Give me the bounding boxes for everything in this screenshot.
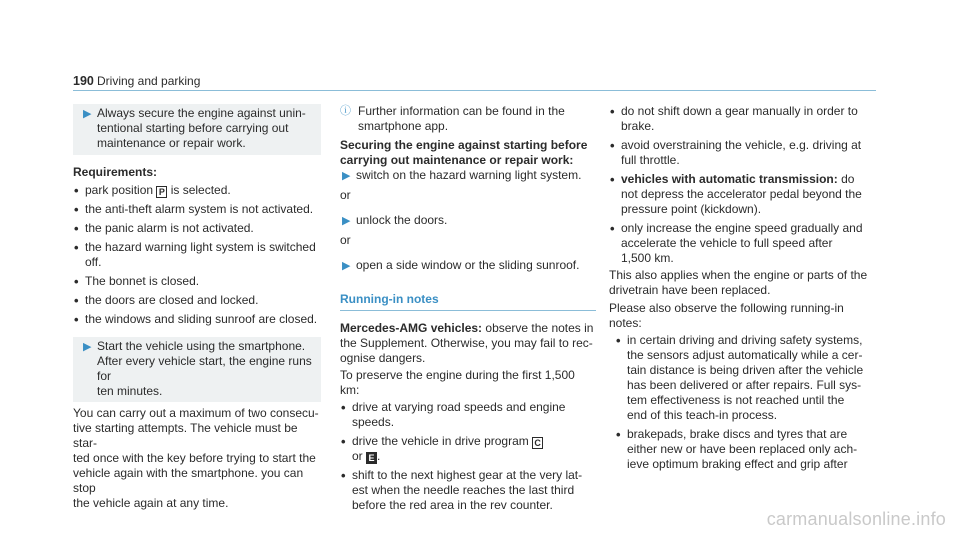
text-line: After every vehicle start, the engine runs for xyxy=(97,354,312,383)
step-arrow-icon: ▶ xyxy=(83,108,92,120)
park-position-icon: P xyxy=(156,186,167,198)
list-item: • the windows and sliding sunroof are closed. xyxy=(74,312,318,327)
step-start-smartphone xyxy=(73,337,321,402)
list-item: • vehicles with automatic transmission: do not depress the accelerator pedal beyond the pressure point (kickdown). xyxy=(610,172,862,216)
column-2 xyxy=(340,104,595,513)
list-item: • park position P is selected. xyxy=(74,183,231,198)
list-item: • only increase the engine speed gradually and accelerate the vehicle to full speed after 1,500 km. xyxy=(610,221,863,265)
list-item: • brakepads, brake discs and tyres that are either new or have been replaced only ach- ieve optimum braking effect and grip after xyxy=(616,427,858,471)
replaced-paragraph: This also applies when the engine or parts of the drivetrain have been replaced. xyxy=(609,268,868,297)
list-item: • The bonnet is closed. xyxy=(74,274,200,289)
text-line: Always secure the engine against unin- xyxy=(97,106,306,120)
list-item: • shift to the next highest gear at the very lat- est when the needle reaches the last third before the red area in the rev counter. xyxy=(341,468,583,512)
running-in-section-header xyxy=(340,292,595,311)
text-line: Start the vehicle using the smartphone. xyxy=(97,339,306,353)
running-in-list-cont xyxy=(609,104,869,266)
column-1 xyxy=(73,104,321,511)
starting-attempts-paragraph: You can carry out a maximum of two consecu- tive starting attempts. The vehicle must be star- ted once with the key before trying to start the vehicle again with the smartphone. you can stop the vehicle again at any time. xyxy=(73,406,319,510)
list-item: • do not shift down a gear manually in order to brake. xyxy=(610,104,858,133)
step-arrow-icon: ▶ xyxy=(342,170,351,182)
list-item: • the hazard warning light system is switched off. xyxy=(74,240,316,269)
step-arrow-icon: ▶ xyxy=(342,260,351,272)
section-title: Running-in notes xyxy=(340,292,439,306)
step-arrow-icon: ▶ xyxy=(83,341,92,353)
or-text: or xyxy=(340,188,351,202)
chapter-title: Driving and parking xyxy=(97,74,201,88)
text-line: tentional starting before carrying out xyxy=(97,121,289,135)
list-item: • drive the vehicle in drive program C or E . xyxy=(340,434,595,464)
teach-in-list xyxy=(609,333,869,472)
column-3 xyxy=(609,104,869,472)
list-item: • the anti-theft alarm system is not activated. xyxy=(74,202,314,217)
page-header xyxy=(73,74,873,88)
securing-heading: Securing the engine against starting before carrying out maintenance or repair work: xyxy=(340,138,588,167)
header-divider xyxy=(73,90,876,91)
step-secure-engine xyxy=(73,104,321,155)
info-note: ⓘ Further information can be found in the smartphone app. xyxy=(340,104,565,133)
list-item: • the doors are closed and locked. xyxy=(74,293,259,308)
step-open-window: ▶ open a side window or the sliding sunroof. xyxy=(342,258,580,272)
comfort-program-icon: C xyxy=(532,437,543,449)
list-item: • avoid overstraining the vehicle, e.g. driving at full throttle. xyxy=(610,138,862,167)
observe-paragraph: Please also observe the following running-in notes: xyxy=(609,301,844,330)
running-in-list xyxy=(340,400,595,513)
amg-paragraph: Mercedes-AMG vehicles: observe the notes in the Supplement. Otherwise, you may fail to rec- ognise dangers. xyxy=(340,321,594,365)
text-line: maintenance or repair work. xyxy=(97,136,246,150)
preserve-text: To preserve the engine during the first 1,500 km: xyxy=(340,368,575,397)
step-hazard: ▶ switch on the hazard warning light system. xyxy=(342,168,582,182)
or-text: or xyxy=(340,233,351,247)
text-line: ten minutes. xyxy=(97,384,163,398)
requirements-label: Requirements: xyxy=(73,165,158,179)
step-unlock: ▶ unlock the doors. xyxy=(342,213,448,227)
requirements-list xyxy=(73,183,321,327)
site-watermark: carmanualsonline.info xyxy=(766,509,946,529)
info-icon: ⓘ xyxy=(340,105,351,117)
eco-program-icon: E xyxy=(366,452,377,464)
step-arrow-icon: ▶ xyxy=(342,215,351,227)
page-number: 190 xyxy=(73,74,94,88)
list-item: • drive at varying road speeds and engine speeds. xyxy=(341,400,566,429)
list-item: • in certain driving and driving safety systems, the sensors adjust automatically while a cer- tain distance is being driven after the vehicle has been delivered or after repairs. Full sys- tem effectiveness is not reached until the end of this teach-in process. xyxy=(616,333,864,422)
list-item: • the panic alarm is not activated. xyxy=(74,221,254,236)
